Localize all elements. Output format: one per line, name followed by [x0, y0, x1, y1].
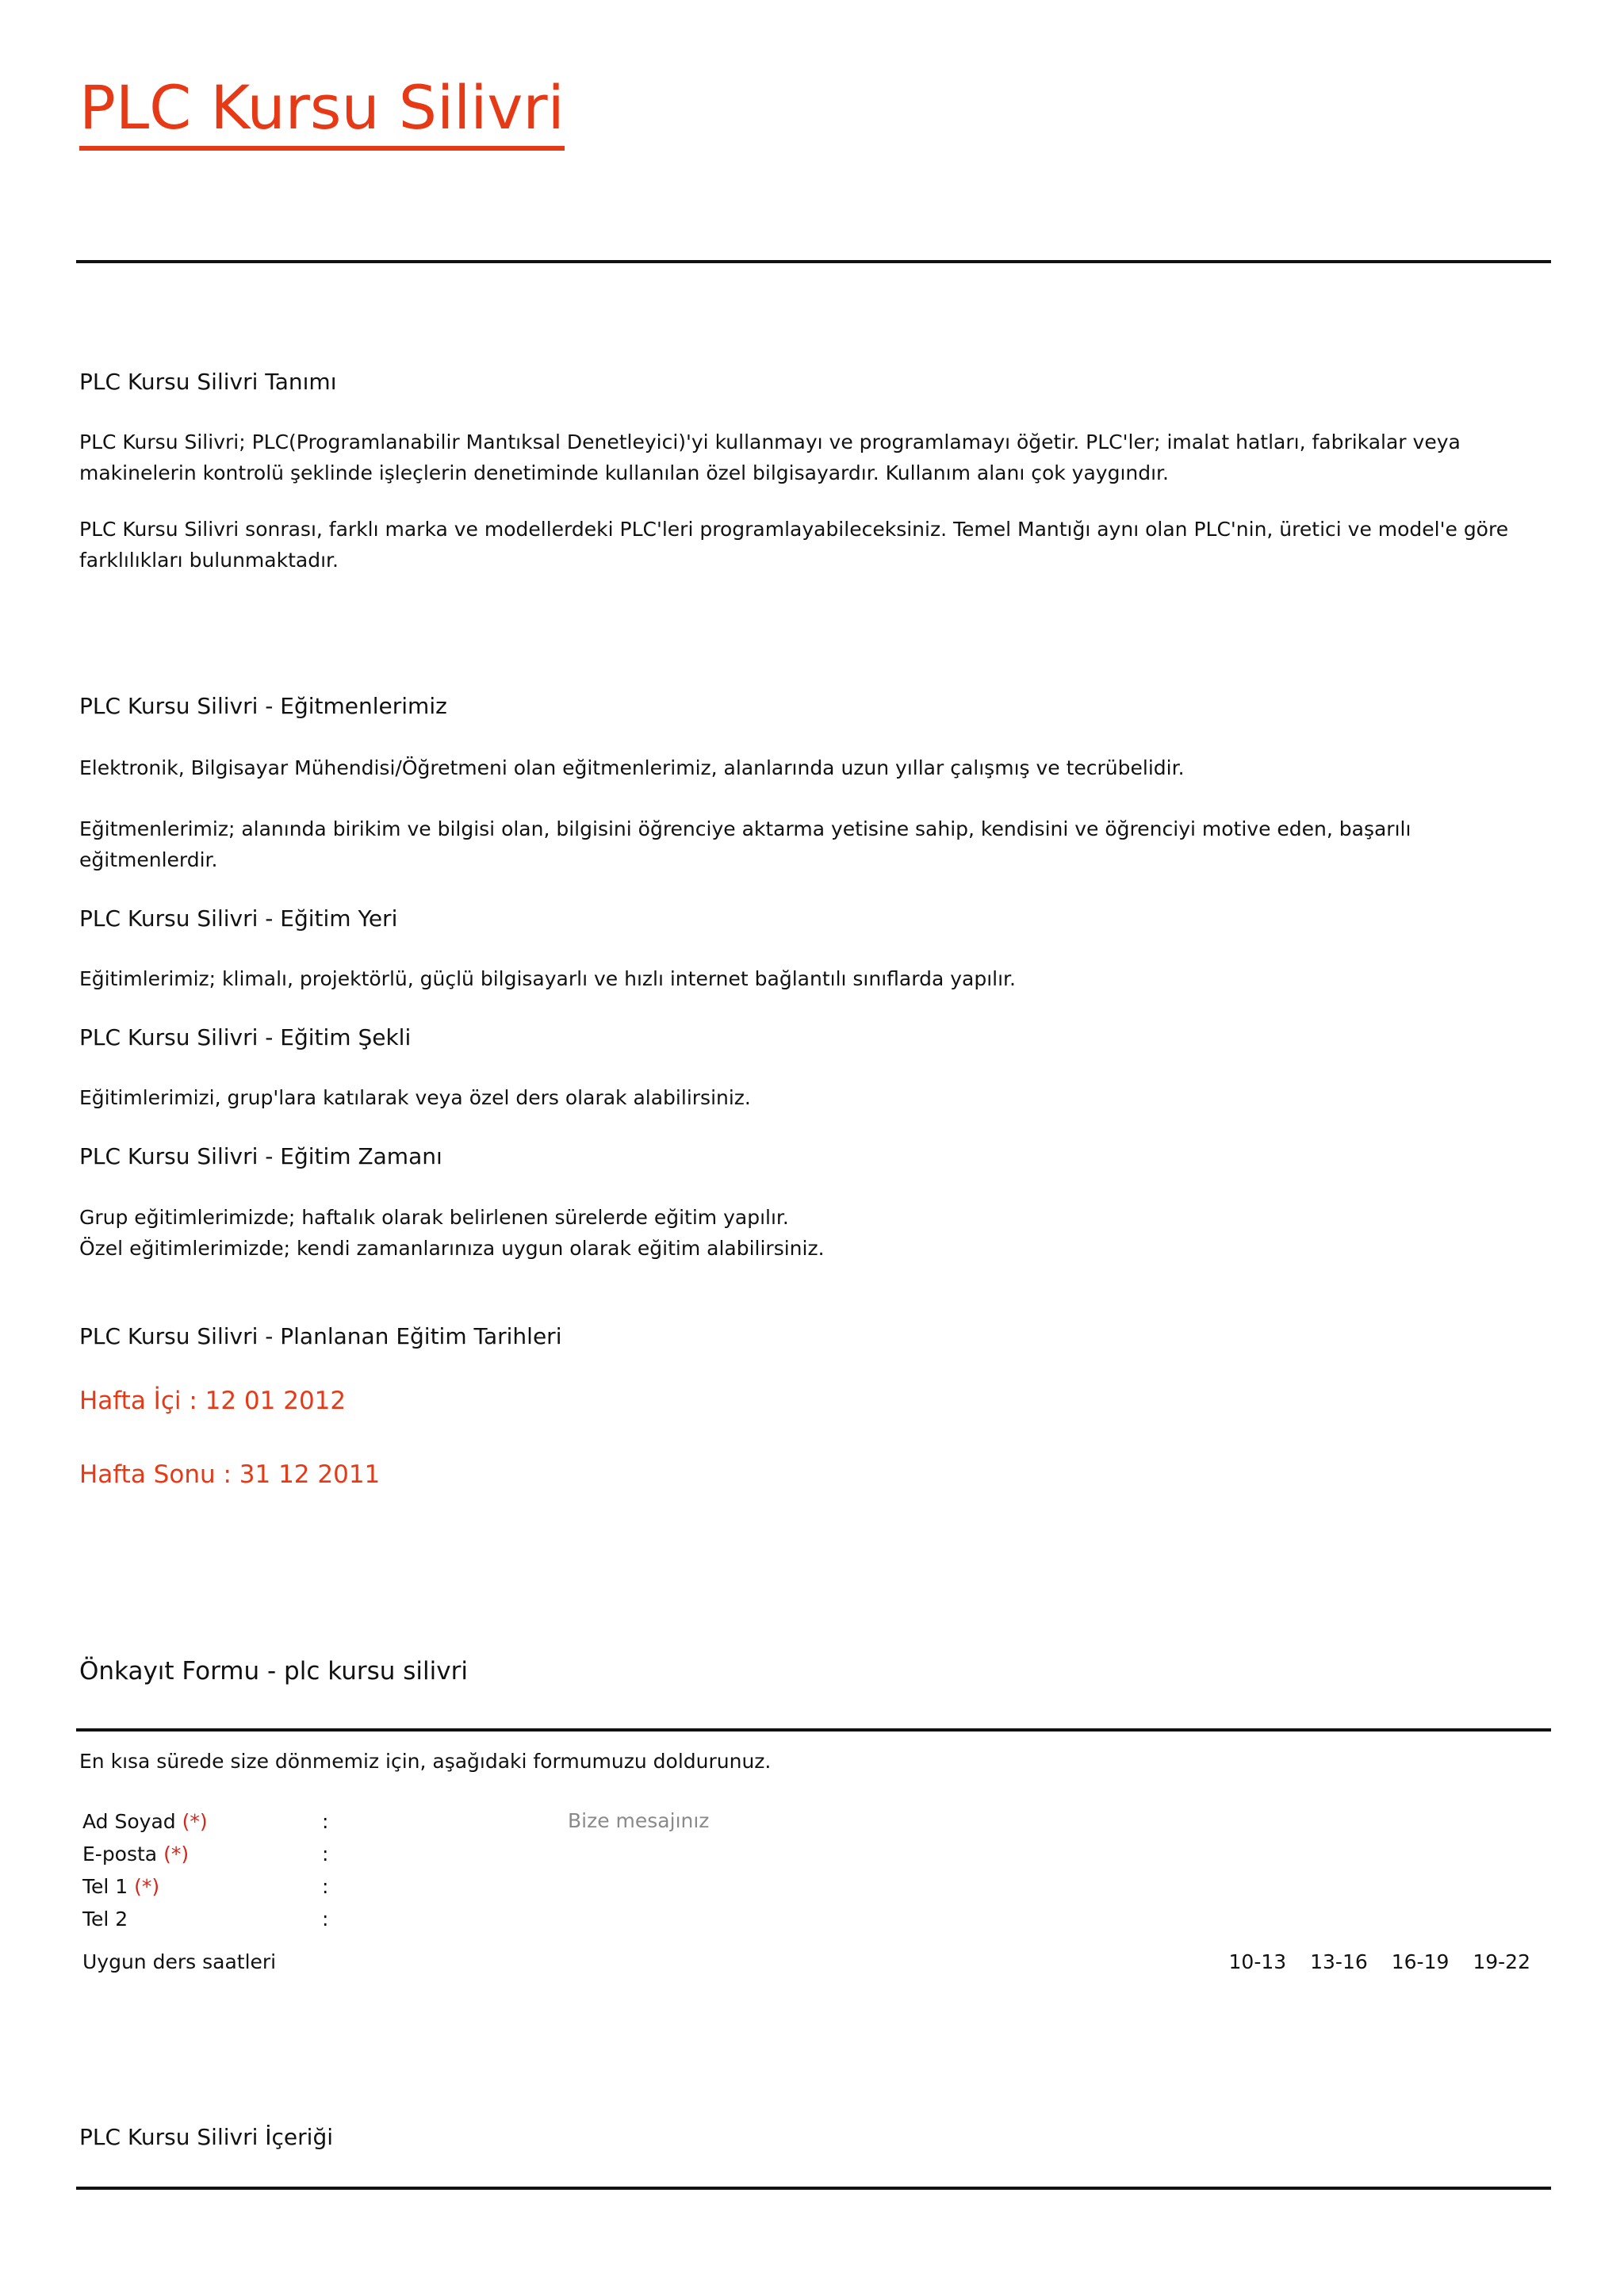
email-input[interactable] — [341, 1841, 539, 1868]
tel2-label-text: Tel 2 — [82, 1908, 128, 1931]
paragraph-egitmenler-2: Eğitmenlerimiz; alanında birikim ve bilgisi olan, bilgisini öğrenciye aktarma yetisine sahip, kendisini ve öğrenciyi motive eden, başarılı eğitmenlerdir. — [79, 817, 1411, 871]
paragraph-sekil: Eğitimlerimizi, grup'lara katılarak veya özel ders olarak alabilirsiniz. — [79, 1086, 751, 1109]
email-label — [82, 1839, 189, 1869]
hour-slot-19-22[interactable]: 19-22 — [1473, 1950, 1530, 1973]
section-heading-tarihler: PLC Kursu Silivri - Planlanan Eğitim Tarihleri — [79, 1323, 562, 1349]
name-label-text: Ad Soyad — [82, 1810, 176, 1833]
paragraph-yer: Eğitimlerimiz; klimalı, projektörlü, güçlü bilgisayarlı ve hızlı internet bağlantılı sınıflarda yapılır. — [79, 967, 1016, 990]
form-title: Önkayıt Formu - plc kursu silivri — [79, 1657, 468, 1686]
tel1-colon: : — [322, 1875, 329, 1898]
paragraph-zaman-1: Grup eğitimlerimizde; haftalık olarak belirlenen sürelerde eğitim yapılır. — [79, 1206, 789, 1229]
form-divider — [76, 1728, 1551, 1732]
name-input[interactable] — [341, 1808, 539, 1835]
section-heading-egitmenler: PLC Kursu Silivri - Eğitmenlerimiz — [79, 693, 447, 719]
message-textarea[interactable] — [568, 1806, 1059, 1901]
section-heading-sekil: PLC Kursu Silivri - Eğitim Şekli — [79, 1024, 412, 1050]
tel1-label — [82, 1872, 159, 1902]
tel1-label-text: Tel 1 — [82, 1875, 128, 1898]
form-intro: En kısa sürede size dönmemiz için, aşağıdaki formumuzu doldurunuz. — [79, 1750, 772, 1773]
date-weekday: Hafta İçi : 12 01 2012 — [79, 1387, 347, 1415]
hour-slot-10-13[interactable]: 10-13 — [1228, 1950, 1287, 1973]
tel2-colon: : — [322, 1908, 329, 1931]
section-heading-tanim: PLC Kursu Silivri Tanımı — [79, 369, 337, 395]
email-label-text: E-posta — [82, 1843, 158, 1866]
hour-slots — [1212, 1947, 1530, 1977]
hours-label: Uygun ders saatleri — [82, 1950, 277, 1973]
section-heading-yer: PLC Kursu Silivri - Eğitim Yeri — [79, 905, 398, 932]
hour-slot-13-16[interactable]: 13-16 — [1310, 1950, 1368, 1973]
tel2-label — [82, 1904, 128, 1934]
section-heading-icerik: PLC Kursu Silivri İçeriği — [79, 2124, 333, 2150]
tel1-input[interactable] — [341, 1873, 539, 1900]
date-weekend: Hafta Sonu : 31 12 2011 — [79, 1460, 381, 1489]
required-mark: (*) — [134, 1875, 160, 1898]
paragraph-egitmenler-1: Elektronik, Bilgisayar Mühendisi/Öğretmeni olan eğitmenlerimiz, alanlarında uzun yıllar çalışmış ve tecrübelidir. — [79, 756, 1185, 779]
paragraph-zaman-2: Özel eğitimlerimizde; kendi zamanlarınıza uygun olarak eğitim alabilirsiniz. — [79, 1237, 825, 1260]
required-mark: (*) — [163, 1843, 190, 1866]
name-colon: : — [322, 1810, 329, 1833]
hour-slot-16-19[interactable]: 16-19 — [1391, 1950, 1450, 1973]
section-heading-zaman: PLC Kursu Silivri - Eğitim Zamanı — [79, 1143, 442, 1169]
paragraph-tanim-1: PLC Kursu Silivri; PLC(Programlanabilir Mantıksal Denetleyici)'yi kullanmayı ve programlamayı öğetir. PLC'ler; imalat hatları, fabrikalar veya makinelerin kontrolü şeklinde işleçlerin denetiminde kullanılan özel bilgisayardır. Kullanım alanı çok yaygındır. — [79, 430, 1461, 484]
email-colon: : — [322, 1843, 329, 1866]
required-mark: (*) — [182, 1810, 208, 1833]
site-title-link[interactable]: PLC Kursu Silivri — [79, 70, 565, 151]
header-divider — [76, 260, 1551, 263]
paragraph-tanim-2: PLC Kursu Silivri sonrası, farklı marka ve modellerdeki PLC'leri programlayabileceksiniz. Temel Mantığı aynı olan PLC'nin, üretici ve model'e göre farklılıkları bulunmaktadır. — [79, 518, 1509, 572]
content-divider — [76, 2187, 1551, 2190]
name-label — [82, 1807, 208, 1837]
tel2-input[interactable] — [341, 1906, 539, 1933]
